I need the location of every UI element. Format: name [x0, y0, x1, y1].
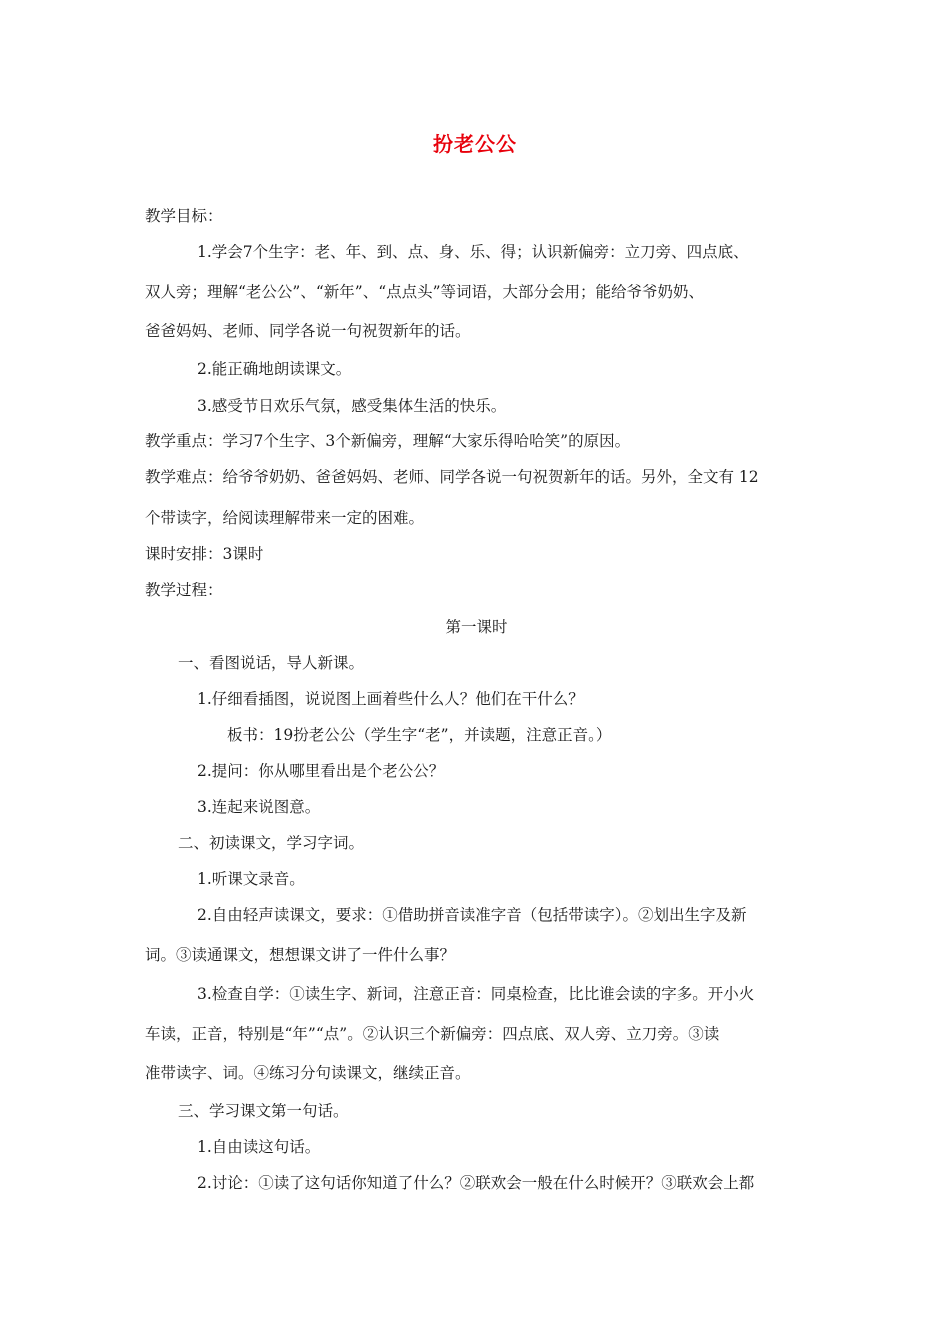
paragraph-line: 2.提问：你从哪里看出是个老公公？ — [197, 762, 445, 780]
section-heading-objectives: 教学目标： — [145, 207, 223, 225]
paragraph-line: 2.能正确地朗读课文。 — [197, 360, 352, 378]
paragraph-line: 1.仔细看插图，说说图上画着些什么人？他们在干什么？ — [197, 690, 584, 708]
paragraph-line-schedule: 课时安排：3课时 — [145, 545, 264, 563]
paragraph-line: 3.感受节日欢乐气氛，感受集体生活的快乐。 — [197, 397, 507, 415]
paragraph-line: 2.讨论：①读了这句话你知道了什么？②联欢会一般在什么时候开？③联欢会上都 — [197, 1174, 755, 1192]
paragraph-line-difficulties: 教学难点：给爷爷奶奶、爸爸妈妈、老师、同学各说一句祝贺新年的话。另外，全文有 12 — [145, 468, 759, 486]
paragraph-line: 个带读字，给阅读理解带来一定的困难。 — [145, 509, 425, 527]
paragraph-line-blackboard: 板书：19扮老公公（学生字“老”，并读题，注意正音。） — [227, 726, 612, 744]
paragraph-line: 3.检查自学：①读生字、新词，注意正音：同桌检查，比比谁会读的字多。开小火 — [197, 985, 755, 1003]
step-heading: 三、学习课文第一句话。 — [178, 1102, 349, 1120]
paragraph-line: 3.连起来说图意。 — [197, 798, 321, 816]
paragraph-line: 1.学会7个生字：老、年、到、点、身、乐、得；认识新偏旁：立刀旁、四点底、 — [197, 243, 749, 261]
lesson-heading: 第一课时 — [445, 618, 508, 636]
paragraph-line: 1.听课文录音。 — [197, 870, 305, 888]
document-title: 扮老公公 — [433, 132, 517, 156]
paragraph-line: 准带读字、词。④练习分句读课文，继续正音。 — [145, 1064, 471, 1082]
paragraph-line: 词。③读通课文，想想课文讲了一件什么事？ — [145, 946, 456, 964]
paragraph-line: 车读，正音，特别是“年”“点”。②认识三个新偏旁：四点底、双人旁、立刀旁。③读 — [145, 1025, 720, 1043]
step-heading: 一、看图说话，导人新课。 — [178, 654, 365, 672]
paragraph-line: 爸爸妈妈、老师、同学各说一句祝贺新年的话。 — [145, 322, 471, 340]
paragraph-line: 2.自由轻声读课文，要求：①借助拼音读准字音（包括带读字）。②划出生字及新 — [197, 906, 747, 924]
section-heading-process: 教学过程： — [145, 581, 223, 599]
paragraph-line: 双人旁；理解“老公公”、“新年”、“点点头”等词语，大部分会用；能给爷爷奶奶、 — [145, 283, 705, 301]
paragraph-line-key-points: 教学重点：学习7个生字、3个新偏旁，理解“大家乐得哈哈笑”的原因。 — [145, 432, 631, 450]
step-heading: 二、初读课文，学习字词。 — [178, 834, 365, 852]
paragraph-line: 1.自由读这句话。 — [197, 1138, 321, 1156]
